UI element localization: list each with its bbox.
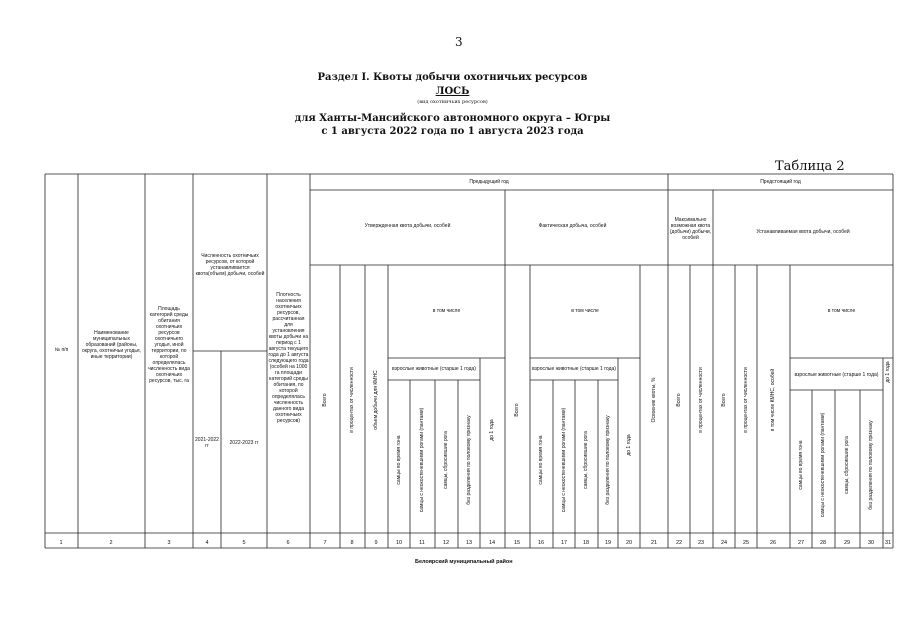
- header-adults-1: взрослые животные (старше 1 года): [392, 366, 476, 372]
- header-no-sex-3: без разделения по половому признаку: [868, 420, 874, 510]
- column-number: 31: [884, 540, 892, 546]
- footer-row-label: Белоярский муниципальный район: [415, 559, 513, 565]
- header-prev-year: Предыдущий год: [469, 179, 509, 185]
- header-male-shed-3: самцы, сбросившие рога: [844, 436, 850, 494]
- header-no-sex-1: без разделения по половому признаку: [466, 415, 472, 505]
- resource-caption: (вид охотничьих ресурсов): [417, 99, 488, 105]
- header-male-antler-2: самцы с неокостеневшими рогами (пантами): [561, 407, 567, 513]
- header-col6: Плотность населения охотничьих ресурсов, рассчитанная для установления квоты добычи на период с 1 августа текущего года до 1 августа следующего года (особей на 1000 га площади категорий среды обитания, по которой определялась численность данного вида охотничьих ресурсов): [268, 291, 309, 424]
- header-adults-2: взрослые животные (старше 1 года): [532, 366, 616, 372]
- column-number: 9: [374, 540, 378, 546]
- header-quota-use: Освоение квоты, %: [651, 377, 657, 423]
- header-under1-1: до 1 года: [489, 419, 495, 441]
- header-incl-1: в том числе: [432, 308, 461, 314]
- header-pct-set: в процентах от численности: [743, 367, 749, 433]
- header-approved-quota: Утвержденная квота добычи, особей: [364, 223, 451, 229]
- column-number: 21: [650, 540, 658, 546]
- column-number: 19: [604, 540, 612, 546]
- column-number: 4: [205, 540, 209, 546]
- column-number: 3: [167, 540, 171, 546]
- header-male-shed-2: самцы, сбросившие рога: [583, 431, 589, 489]
- column-number: 16: [537, 540, 545, 546]
- column-number: 29: [843, 540, 851, 546]
- header-total-max: Всего: [676, 393, 682, 407]
- column-number: 14: [488, 540, 496, 546]
- header-pct-max: в процентах от численности: [698, 367, 704, 433]
- header-incl-2: в том числе: [571, 308, 599, 314]
- header-adults-3: взрослые животные (старше 1 года): [794, 372, 879, 378]
- header-total-set: Всего: [721, 393, 727, 407]
- header-male-rut-1: самцы во время гона: [396, 435, 402, 485]
- column-number: 27: [797, 540, 805, 546]
- header-kmns-set: в том числе КМНС, особей: [770, 368, 776, 432]
- header-male-rut-2: самцы во время гона: [538, 435, 544, 485]
- region-line: для Ханты-Мансийского автономного округа – Югры: [294, 113, 611, 124]
- column-number: 10: [395, 540, 403, 546]
- column-number: 11: [419, 540, 425, 546]
- header-male-rut-3: самцы во время гона: [798, 440, 804, 490]
- column-number: 7: [323, 540, 327, 546]
- header-col45: Численность охотничьих ресурсов, от которой устанавливается квота(объем) добычи, особей: [195, 253, 265, 277]
- header-under1-3: до 1 года: [885, 361, 891, 383]
- header-male-shed-1: самцы, сбросившие рога: [443, 431, 449, 489]
- header-total-actual: Всего: [514, 403, 520, 417]
- resource-name: ЛОСЬ: [435, 86, 470, 97]
- column-number: 13: [465, 540, 473, 546]
- header-col2: Наименование муниципальных образований (районы, округа, охотничьи угодья, иные территории): [81, 330, 142, 360]
- header-max-quota: Максимально возможная квота (добычи) добычи, особей: [669, 217, 712, 241]
- column-number: 30: [867, 540, 875, 546]
- table-label: Таблица 2: [775, 159, 845, 174]
- column-number: 23: [697, 540, 705, 546]
- header-no-sex-2: без разделения по половому признаку: [605, 415, 611, 505]
- period-line: с 1 августа 2022 года по 1 августа 2023 года: [321, 126, 584, 137]
- column-number: 18: [582, 540, 590, 546]
- header-incl-3: в том числе: [827, 308, 856, 314]
- column-number: 17: [560, 540, 568, 546]
- header-kmns-prev: объем добычи для КМНС: [373, 370, 379, 430]
- column-number: 5: [242, 540, 246, 546]
- header-next-year: Предстоящий год: [760, 179, 801, 185]
- header-male-antler-3: самцы с неокостеневшими рогами (пантами): [820, 412, 826, 518]
- column-number: 1: [59, 540, 63, 546]
- section-title: Раздел I. Квоты добычи охотничьих ресурсов: [317, 72, 588, 83]
- column-number: 15: [513, 540, 521, 546]
- column-number: 25: [742, 540, 750, 546]
- column-number: 28: [819, 540, 827, 546]
- header-under1-2: до 1 года: [626, 434, 632, 456]
- page-number: 3: [455, 35, 463, 49]
- header-total-prev: Всего: [322, 393, 328, 407]
- header-col3: Площадь категорий среды обитания охотничьих ресурсов охотничьего угодья, иной территории, по которой определялась численность вида охотничьих ресурсов, тыс. га: [148, 306, 190, 384]
- header-col1: № п/п: [54, 347, 69, 353]
- column-number: 2: [109, 540, 113, 546]
- header-actual-harvest: Фактическая добыча, особей: [538, 223, 607, 229]
- column-number: 20: [625, 540, 633, 546]
- header-male-antler-1: самцы с неокостеневшими рогами (пантами): [419, 407, 425, 513]
- header-set-quota: Устанавливаемая квота добычи, особей: [756, 229, 850, 235]
- column-number: 22: [675, 540, 683, 546]
- header-col5: 2022-2023 гг: [229, 439, 259, 446]
- column-number: 8: [350, 540, 354, 546]
- header-col4: 2021-2022 гг: [195, 436, 219, 449]
- column-number: 6: [286, 540, 290, 546]
- column-number: 26: [769, 540, 777, 546]
- column-number: 12: [442, 540, 450, 546]
- column-number: 24: [720, 540, 728, 546]
- header-pct-prev: в процентах от численности: [349, 367, 355, 433]
